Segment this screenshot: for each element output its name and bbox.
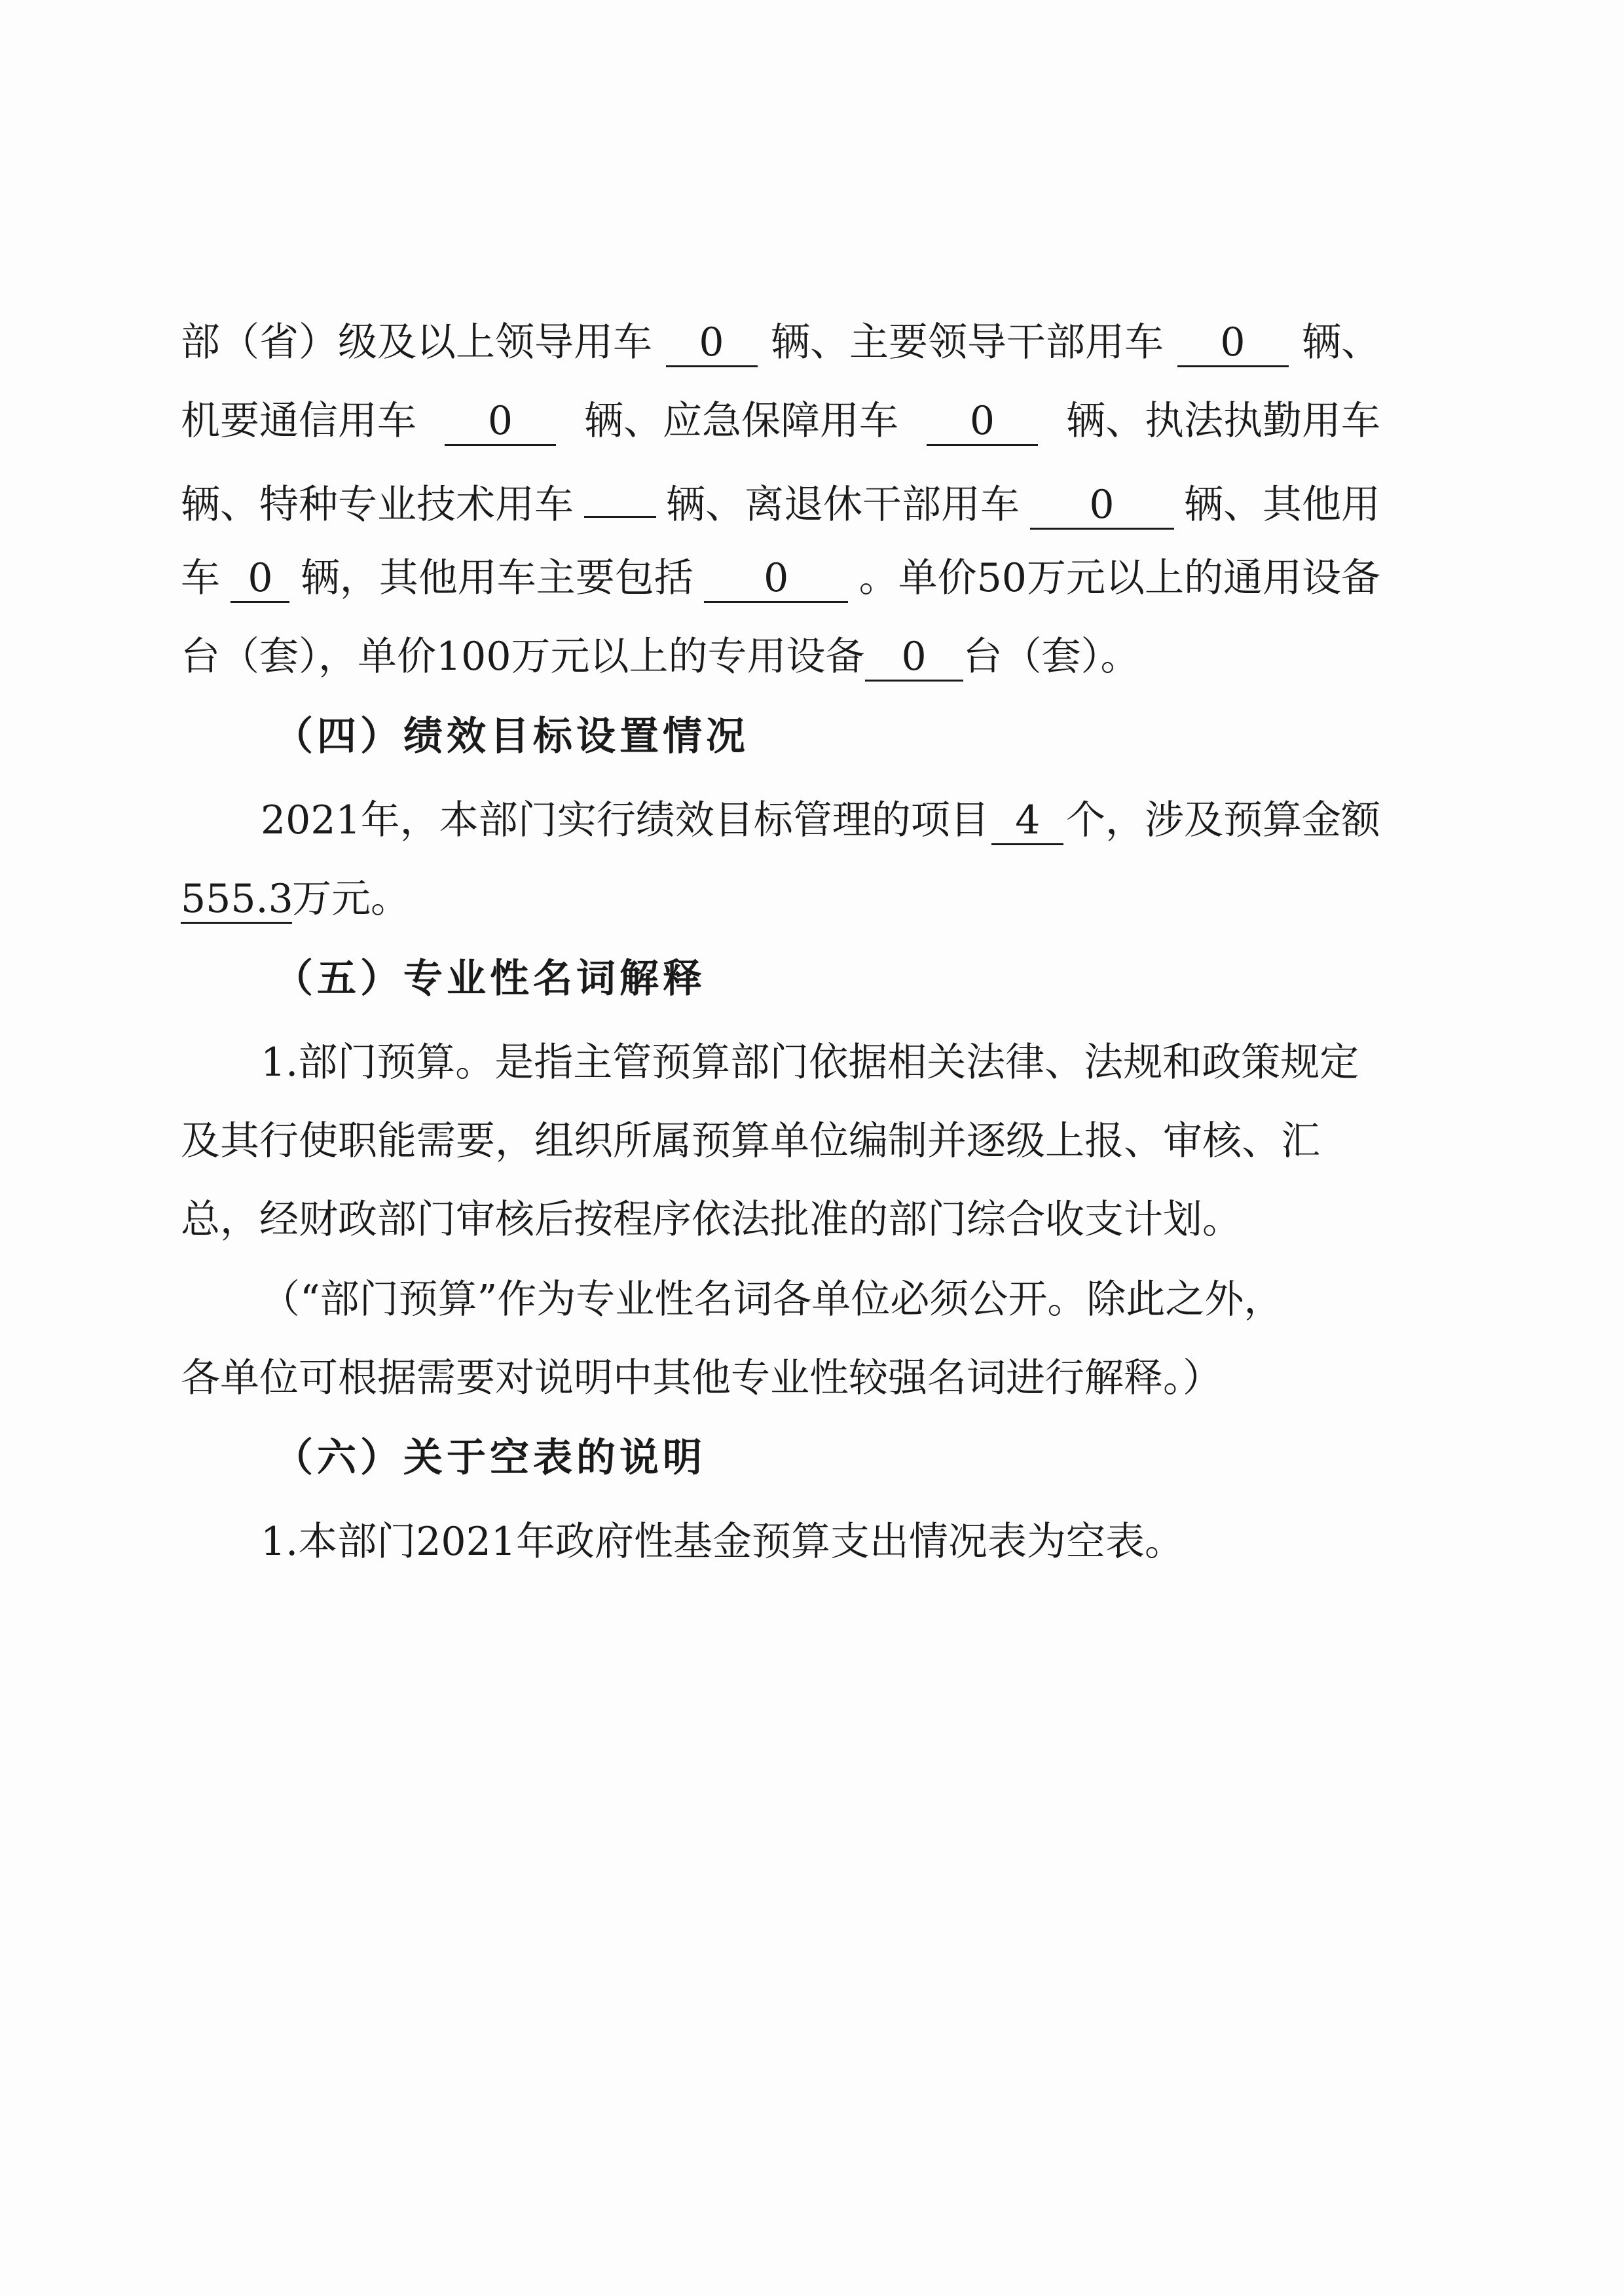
text-segment: 辆，其他用车主要包括 <box>300 555 693 601</box>
text-segment: 台（套），单价100万元以上的专用设备 <box>181 634 865 680</box>
text-segment: 辆、其他用 <box>1184 482 1380 528</box>
vehicle-line-2 <box>181 392 1380 450</box>
glossary-line: 及其行使职能需要，组织所属预算单位编制并逐级上报、审核、汇 <box>181 1118 1320 1164</box>
text-segment: 辆、 <box>1302 319 1380 365</box>
fill-blank: 0 <box>704 555 848 603</box>
glossary-line: 1.部门预算。是指主管预算部门依据相关法律、法规和政策规定 <box>261 1040 1359 1085</box>
vehicle-line-4 <box>181 549 1380 608</box>
fill-blank: 0 <box>666 319 758 367</box>
text-segment: 万元。 <box>292 876 410 922</box>
section-heading-performance: （四）绩效目标设置情况 <box>274 714 749 759</box>
text-segment: 辆、离退休干部用车 <box>666 482 1020 528</box>
text-segment: 部（省）级及以上领导用车 <box>181 319 652 365</box>
fill-blank: 0 <box>1177 319 1289 367</box>
empty-tables-line: 1.本部门2021年政府性基金预算支出情况表为空表。 <box>261 1519 1184 1565</box>
performance-line-2 <box>181 869 410 928</box>
fill-blank: 0 <box>865 634 963 682</box>
vehicle-line-1 <box>181 313 1380 372</box>
text-segment: 辆、执法执勤用车 <box>1066 398 1380 444</box>
text-segment: 辆、主要领导干部用车 <box>771 319 1164 365</box>
text-segment: 台（套）。 <box>963 634 1140 680</box>
text-segment: 辆、应急保障用车 <box>584 398 898 444</box>
text-segment: 2021年，本部门实行绩效目标管理的项目 <box>261 797 989 843</box>
vehicle-line-3 <box>181 470 1380 529</box>
fill-blank: 4 <box>991 797 1063 845</box>
fill-blank: 0 <box>927 398 1038 446</box>
fill-blank: 0 <box>231 555 289 603</box>
text-segment: 机要通信用车 <box>181 398 416 444</box>
text-segment: 车 <box>181 555 220 601</box>
text-segment: 辆、特种专业技术用车 <box>181 482 574 528</box>
fill-blank: 0 <box>445 398 556 446</box>
vehicle-line-5 <box>181 627 1140 686</box>
performance-line-1 <box>261 791 1380 850</box>
glossary-line: 总，经财政部门审核后按程序依法批准的部门综合收支计划。 <box>181 1197 1242 1243</box>
text-segment: 个，涉及预算金额 <box>1065 797 1380 843</box>
glossary-note-line: 各单位可根据需要对说明中其他专业性较强名词进行解释。） <box>181 1355 1222 1401</box>
glossary-note-line: （“部门预算”作为专业性名词各单位必须公开。除此之外， <box>261 1277 1283 1322</box>
fill-blank <box>584 470 656 518</box>
fill-blank: 0 <box>1030 482 1174 530</box>
fill-blank: 555.3 <box>181 876 292 924</box>
text-segment: 。单价50万元以上的通用设备 <box>858 555 1380 601</box>
section-heading-glossary: （五）专业性名词解释 <box>274 956 706 1002</box>
section-heading-empty-tables: （六）关于空表的说明 <box>274 1435 706 1481</box>
